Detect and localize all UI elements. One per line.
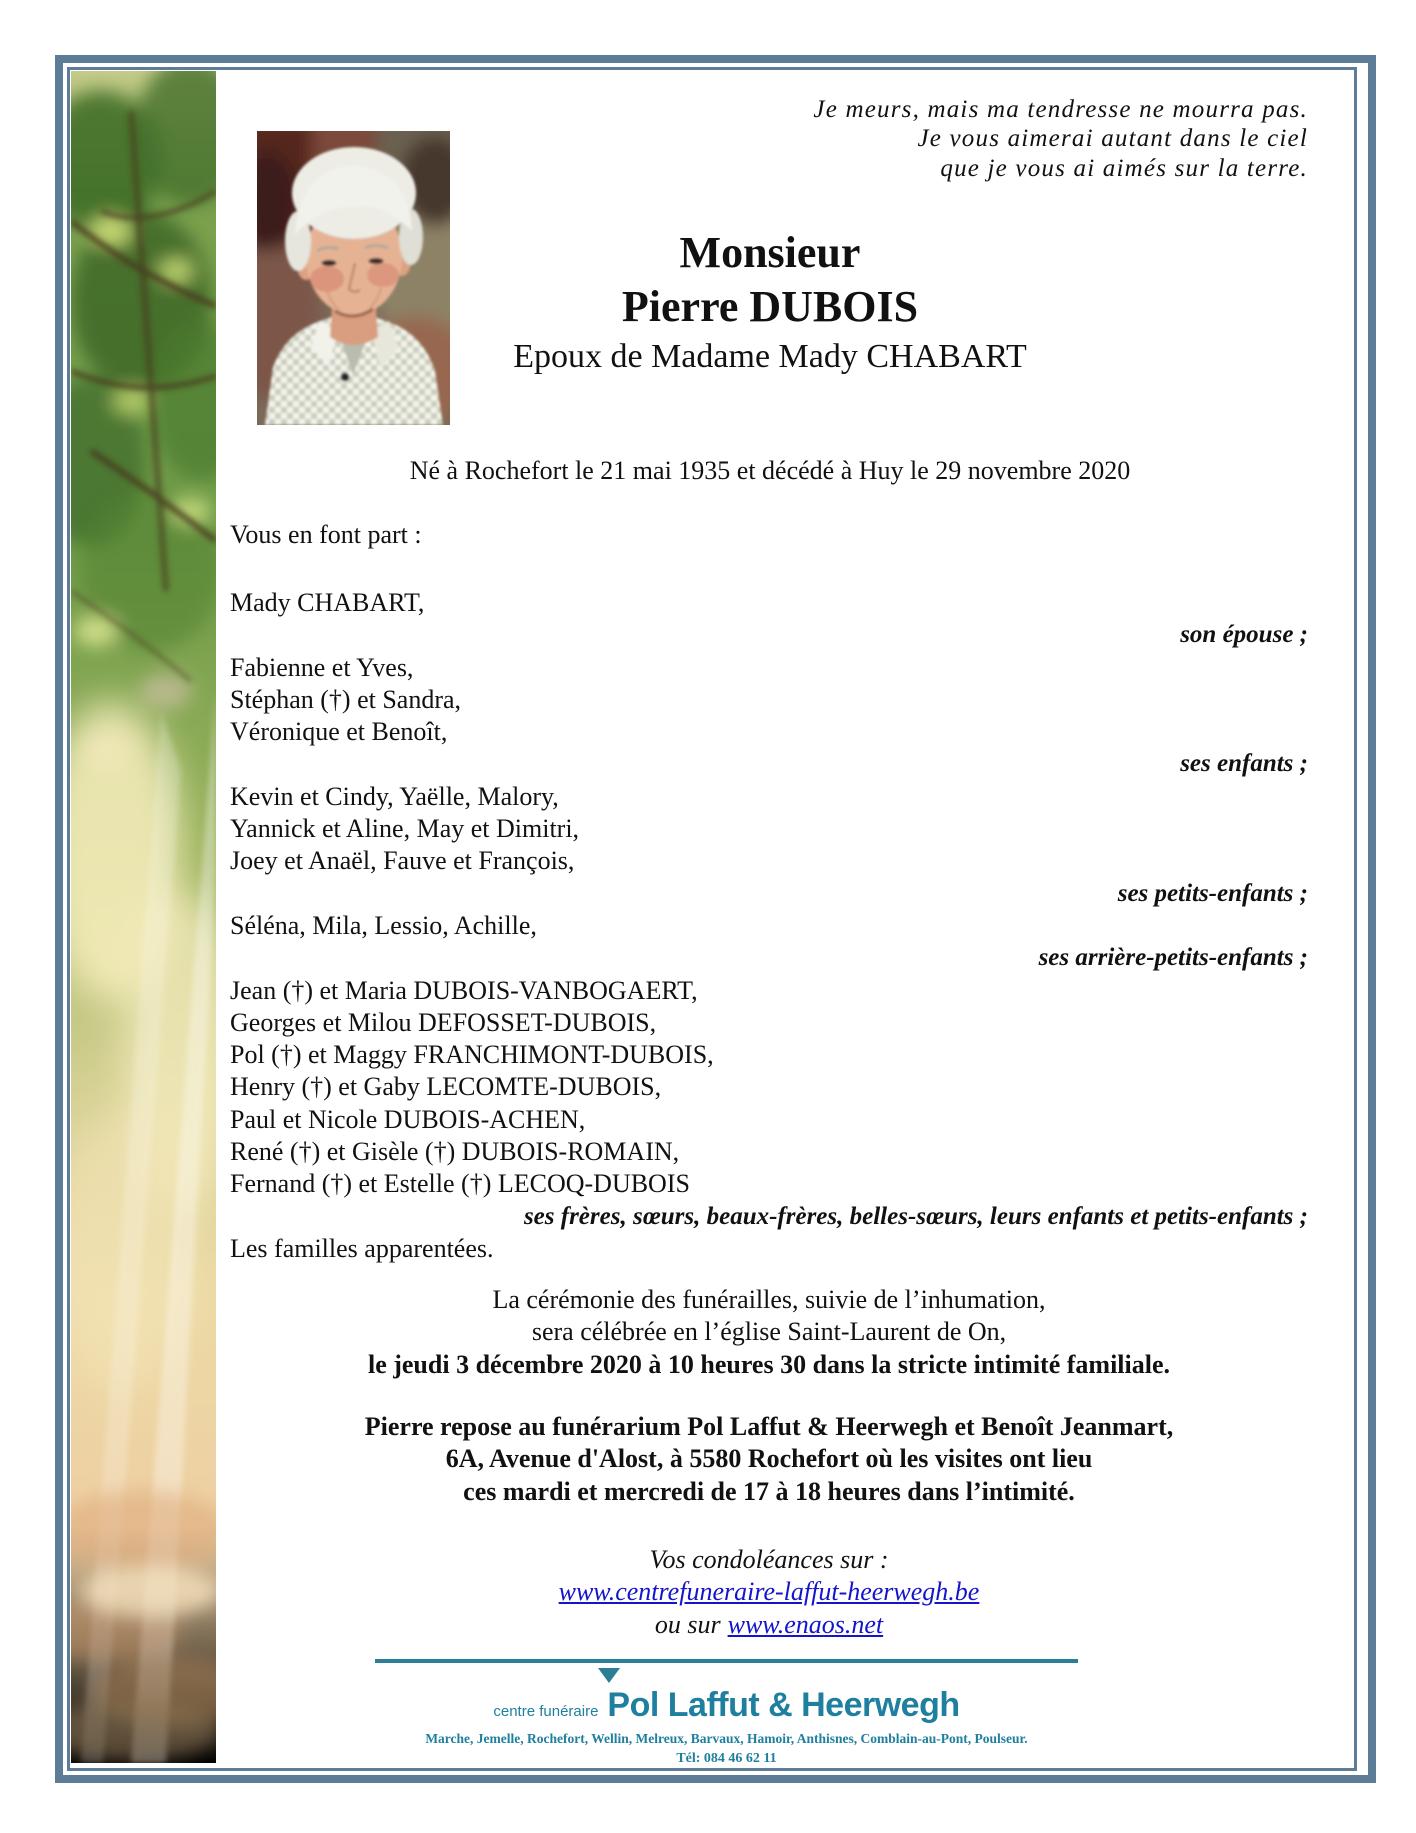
list-item: Véronique et Benoît, xyxy=(230,717,448,747)
condolences-intro: Vos condoléances sur : xyxy=(649,1545,889,1574)
family-list xyxy=(230,587,1308,1265)
list-item: René (†) et Gisèle (†) DUBOIS-ROMAIN, xyxy=(230,1137,680,1167)
list-item: Fernand (†) et Estelle (†) LECOQ-DUBOIS xyxy=(230,1169,690,1199)
ceremony-date-line: le jeudi 3 décembre 2020 à 10 heures 30 dans la stricte intimité familiale. xyxy=(367,1349,1171,1379)
relation-label: son épouse ; xyxy=(1180,621,1308,649)
funeral-home-footer xyxy=(375,1666,1078,1767)
repose-line: 6A, Avenue d'Alost, à 5580 Rochefort où les visites ont lieu xyxy=(445,1444,1093,1474)
list-item: Paul et Nicole DUBOIS-ACHEN, xyxy=(230,1104,586,1134)
title-monsieur: Monsieur xyxy=(679,228,861,277)
quote-line: Je vous aimerai autant dans le ciel xyxy=(917,125,1308,153)
logo-brand-name: Pol Laffut & Heerwegh xyxy=(607,1686,960,1724)
list-item: Mady CHABART, xyxy=(230,588,425,617)
announcement-intro: Vous en font part : xyxy=(230,520,422,549)
spouse-subtitle: Epoux de Madame Mady CHABART xyxy=(513,338,1027,375)
condolences-link-enaos[interactable]: www.enaos.net xyxy=(727,1609,884,1639)
logo-prefix-text: centre funéraire xyxy=(493,1703,599,1720)
list-item: Henry (†) et Gaby LECOMTE-DUBOIS, xyxy=(230,1072,662,1102)
logo-triangle-icon xyxy=(598,1668,620,1683)
list-item: Fabienne et Yves, xyxy=(230,652,414,682)
list-item: Kevin et Cindy, Yaëlle, Malory, xyxy=(230,781,559,811)
birth-death-line: Né à Rochefort le 21 mai 1935 et décédé à Huy le 29 novembre 2020 xyxy=(409,456,1131,485)
ceremony-line: sera célébrée en l’église Saint-Laurent de On, xyxy=(531,1317,1007,1347)
relation-label: ses petits-enfants ; xyxy=(1117,879,1308,907)
list-item: Joey et Anaël, Fauve et François, xyxy=(230,846,575,876)
repose-line: Pierre repose au funérarium Pol Laffut & Heerwegh et Benoît Jeanmart, xyxy=(364,1412,1174,1441)
condolences-or-text: ou sur xyxy=(654,1609,721,1639)
list-item: Georges et Milou DEFOSSET-DUBOIS, xyxy=(230,1007,657,1037)
ceremony-details xyxy=(230,1284,1308,1381)
footer-phone: Tél: 084 46 62 11 xyxy=(676,1751,777,1766)
list-item: Les familles apparentées. xyxy=(230,1233,494,1263)
forest-path-photo xyxy=(71,71,216,1763)
quote-line: que je vous ai aimés sur la terre. xyxy=(940,154,1308,182)
relation-label: ses enfants ; xyxy=(1180,750,1308,778)
opening-quote xyxy=(813,95,1308,183)
deceased-heading xyxy=(230,226,1310,380)
list-item: Jean (†) et Maria DUBOIS-VANBOGAERT, xyxy=(230,975,698,1005)
footer-towns-list: Marche, Jemelle, Rochefort, Wellin, Melreux, Barvaux, Hamoir, Anthisnes, Comblain-au-Pont, Poulseur. xyxy=(425,1731,1028,1746)
relation-label: ses frères, sœurs, beaux-frères, belles-sœurs, leurs enfants et petits-enfants ; xyxy=(523,1202,1308,1230)
condolences xyxy=(230,1544,1308,1641)
repose-details xyxy=(230,1411,1308,1508)
funeral-home-logo xyxy=(375,1666,1078,1725)
list-item: Stéphan (†) et Sandra, xyxy=(230,684,462,714)
condolences-link-primary[interactable]: www.centrefuneraire-laffut-heerwegh.be xyxy=(558,1577,980,1607)
deceased-name: Pierre DUBOIS xyxy=(621,282,919,331)
list-item: Pol (†) et Maggy FRANCHIMONT-DUBOIS, xyxy=(230,1040,714,1070)
quote-line: Je meurs, mais ma tendresse ne mourra pas. xyxy=(813,96,1308,123)
list-item: Séléna, Mila, Lessio, Achille, xyxy=(230,910,537,940)
repose-line: ces mardi et mercredi de 17 à 18 heures dans l’intimité. xyxy=(463,1476,1075,1506)
footer-divider-line xyxy=(375,1659,1078,1663)
ceremony-line: La cérémonie des funérailles, suivie de l’inhumation, xyxy=(492,1285,1046,1314)
list-item: Yannick et Aline, May et Dimitri, xyxy=(230,814,580,844)
relation-label: ses arrière-petits-enfants ; xyxy=(1038,944,1308,972)
